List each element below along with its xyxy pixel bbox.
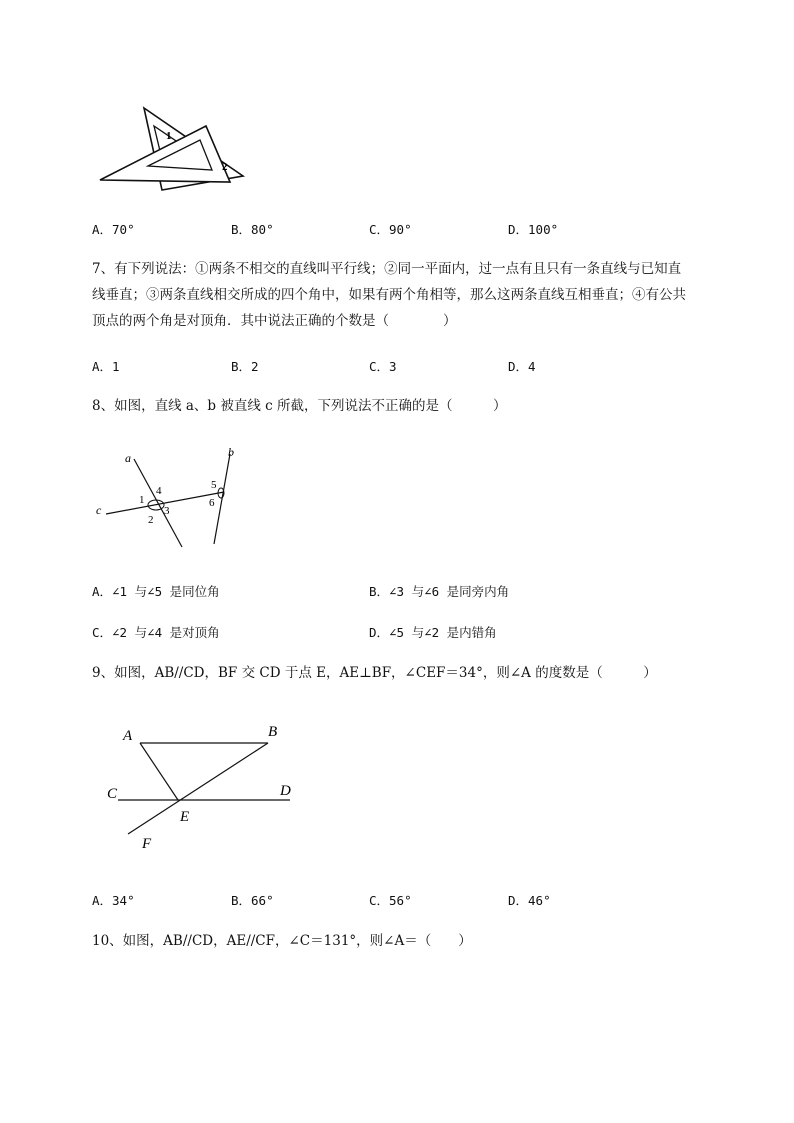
q7-option-b: B．2	[231, 359, 259, 374]
set-squares-figure	[96, 104, 246, 194]
q8-option-d: D．∠5 与∠2 是内错角	[369, 625, 497, 640]
label-A: A	[123, 728, 133, 744]
label-4: 4	[156, 485, 162, 497]
q7-stem-line-2: 线垂直；③两条直线相交所成的四个角中，如果有两个角相等，那么这两条直线互相垂直；④有公共	[92, 287, 686, 303]
transversal-figure	[94, 444, 254, 554]
line-b	[214, 454, 230, 544]
label-b: b	[228, 445, 234, 459]
q7-option-c: C．3	[369, 359, 397, 374]
q8-option-b: B．∠3 与∠6 是同旁内角	[369, 584, 510, 599]
q8-stem: 8、如图，直线 a、b 被直线 c 所截，下列说法不正确的是（ ）	[92, 398, 507, 414]
q7-option-a: A．1	[92, 359, 120, 374]
label-D: D	[280, 783, 291, 799]
label-3: 3	[164, 505, 170, 517]
label-E: E	[180, 809, 190, 825]
q10-stem: 10、如图，AB//CD，AE//CF，∠C＝131°，则∠A＝（ ）	[92, 933, 472, 949]
label-F: F	[142, 836, 152, 852]
label-C: C	[107, 786, 118, 802]
parallel-lines-figure	[100, 718, 310, 858]
q9-option-d: D．46°	[508, 893, 551, 908]
angle-label-2: 2	[222, 161, 228, 173]
label-B: B	[268, 724, 278, 740]
label-5: 5	[211, 479, 217, 491]
q8-option-a: A．∠1 与∠5 是同位角	[92, 584, 220, 599]
q9-option-b: B．66°	[231, 893, 274, 908]
segment-ae	[140, 743, 178, 800]
label-2: 2	[148, 514, 154, 526]
q8-option-c: C．∠2 与∠4 是对顶角	[92, 625, 220, 640]
label-6: 6	[209, 497, 215, 509]
q9-stem: 9、如图，AB//CD，BF 交 CD 于点 E，AE⊥BF，∠CEF＝34°，则∠A 的度数是（ ）	[92, 665, 657, 681]
angle-label-1: 1	[166, 130, 172, 142]
label-a: a	[125, 451, 131, 465]
triangle-front	[100, 126, 230, 182]
label-1: 1	[139, 494, 145, 506]
q9-option-a: A．34°	[92, 893, 135, 908]
q7-option-d: D．4	[508, 359, 536, 374]
q7-stem-line-3: 顶点的两个角是对顶角．其中说法正确的个数是（ ）	[92, 313, 457, 329]
q9-option-c: C．56°	[369, 893, 412, 908]
q6-option-d: D．100°	[508, 222, 559, 237]
q6-option-a: A．70°	[92, 222, 135, 237]
q7-stem-line-1: 7、有下列说法：①两条不相交的直线叫平行线；②同一平面内，过一点有且只有一条直线与已知直	[92, 261, 682, 277]
q6-option-c: C．90°	[369, 222, 412, 237]
label-c: c	[96, 503, 102, 517]
q6-option-b: B．80°	[231, 222, 274, 237]
